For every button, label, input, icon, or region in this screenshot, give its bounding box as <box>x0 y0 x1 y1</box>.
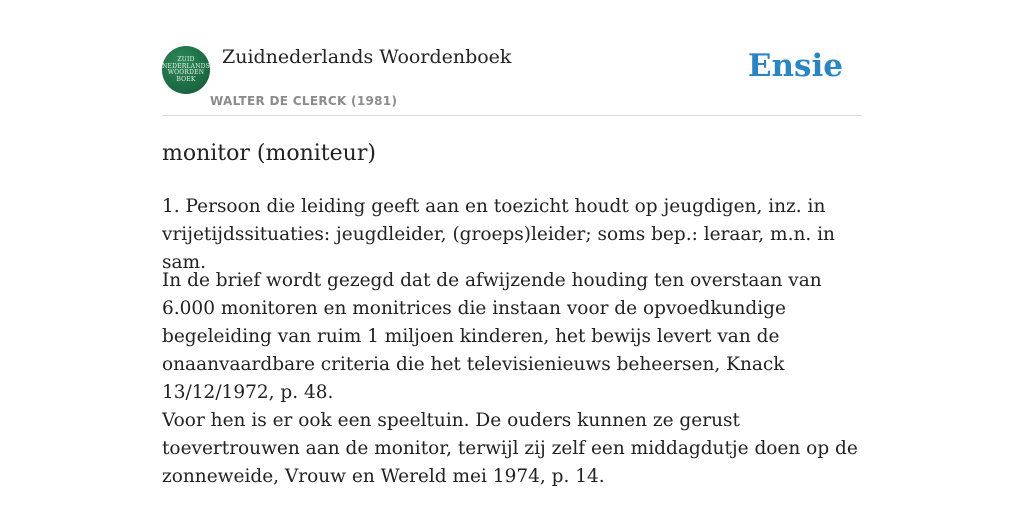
book-author: WALTER DE CLERCK (1981) <box>210 94 398 108</box>
entry-headword: monitor (moniteur) <box>162 141 376 166</box>
page-header <box>162 44 862 116</box>
book-title[interactable]: Zuidnederlands Woordenboek <box>222 46 512 68</box>
entry-definition: 1. Persoon die leiding geeft aan en toezicht houdt op jeugdigen, inz. in vrijetijdssituaties: jeugdleider, (groeps)leider; soms bep.: leraar, m.n. in sam. <box>162 196 835 273</box>
book-cover-logo[interactable] <box>162 46 210 94</box>
usage-example: In de brief wordt gezegd dat de afwijzende houding ten overstaan van 6.000 monitoren en monitrices die instaan voor de opvoedkundige begeleiding van ruim 1 miljoen kinderen, het bewijs levert van de onaanvaardbare criteria die het televisienieuws beheersen, Knack 13/12/1972, p. 48. <box>162 270 822 403</box>
logo-text-line: NEDERLANDS <box>162 62 210 70</box>
logo-text-line: WOORDEN <box>167 69 205 76</box>
usage-example: Voor hen is er ook een speeltuin. De ouders kunnen ze gerust toevertrouwen aan de monitor, terwijl zij zelf een middagdutje doen op de zonneweide, Vrouw en Wereld mei 1974, p. 14. <box>162 410 858 487</box>
ensie-logo-link[interactable]: Ensie <box>747 48 843 84</box>
logo-text-line: ZUID <box>177 56 195 63</box>
logo-text-line: BOEK <box>176 75 196 83</box>
